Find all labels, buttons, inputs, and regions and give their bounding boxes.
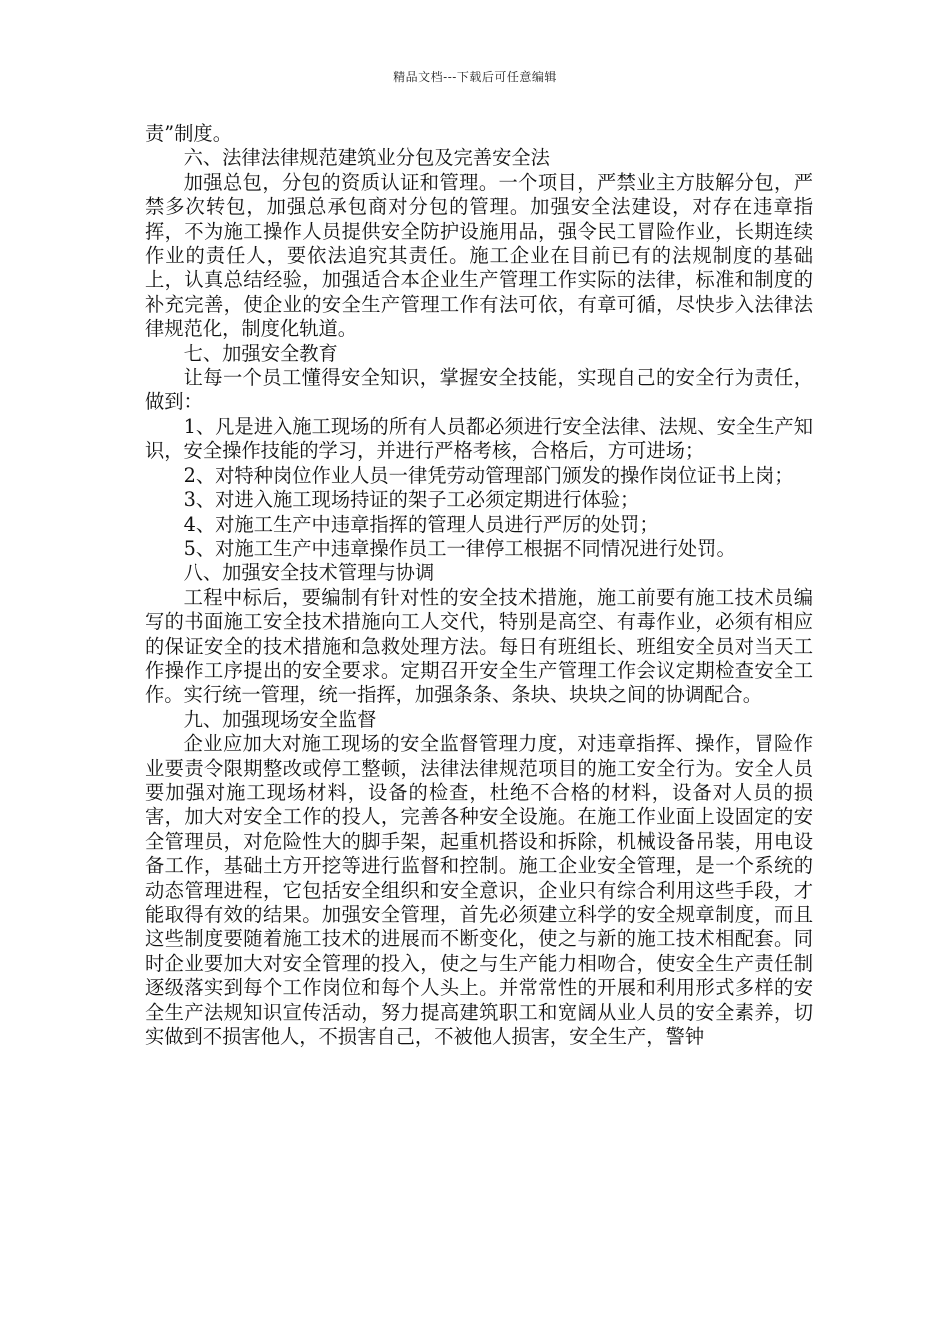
list-item-2: 2、对特种岗位作业人员一律凭劳动管理部门颁发的操作岗位证书上岗； [183, 463, 794, 487]
section-heading-7: 七、加强安全教育 [183, 341, 338, 365]
page-header: 精品文档---下载后可任意编辑 [393, 70, 557, 84]
section-heading-8: 八、加强安全技术管理与协调 [183, 561, 435, 585]
paragraph-site-supervision: 企业应加大对施工现场的安全监督管理力度，对违章指挥、操作，冒险作业要责令限期整改或停工整顿，法律法律规范项目的施工安全行为。安全人员要加强对施工现场材料，设备的检查，杜绝不合格的材料，设备对人员的损害，加大对安全工作的投人，完善各种安全设施。在施工作业面上设固定的安全管理员，对危险性大的脚手架，起重机搭设和拆除，机械设备吊装，用电设备工作，基础土方开挖等进行监督和控制。施工企业安全管理，是一个系统的动态管理进程，它包括安全组织和安全意识，企业只有综合利用这些手段，才能取得有效的结果。加强安全管理，首先必须建立科学的安全规章制度，而且这些制度要随着施工技术的进展而不断变化，使之与新的施工技术相配套。同时企业要加大对安全管理的投入，使之与生产能力相吻合，使安全生产责任制逐级落实到每个工作岗位和每个人头上。并常常性的开展和利用形式多样的安全生产法规知识宣传活动，努力提高建筑职工和宽阔从业人员的安全素养，切实做到不损害他人，不损害自己，不被他人损害，安全生产，警钟 [145, 732, 813, 1049]
section-heading-9: 九、加强现场安全监督 [183, 707, 377, 731]
paragraph-education-intro: 让每一个员工懂得安全知识，掌握安全技能，实现自己的安全行为责任，做到： [145, 366, 813, 414]
section-heading-6: 六、法律法律规范建筑业分包及完善安全法 [183, 146, 550, 170]
list-item-5: 5、对施工生产中违章操作员工一律停工根据不同情况进行处罚。 [183, 536, 736, 560]
paragraph-technical-management: 工程中标后，要编制有针对性的安全技术措施，施工前要有施工技术员编写的书面施工安全技术措施向工人交代，特别是高空、有毒作业，必须有相应的保证安全的技术措施和急救处理方法。每日有班组长、班组安全员对当天工作操作工序提出的安全要求。定期召开安全生产管理工作会议定期检查安全工作。实行统一管理，统一指挥，加强条条、条块、块块之间的协调配合。 [145, 585, 813, 707]
paragraph-subcontracting: 加强总包，分包的资质认证和管理。一个项目，严禁业主方肢解分包，严禁多次转包，加强总承包商对分包的管理。加强安全法建设，对存在违章指挥，不为施工操作人员提供安全防护设施用品，强令民工冒险作业，长期连续作业的责任人，要依法追究其责任。施工企业在目前已有的法规制度的基础上，认真总结经验，加强适合本企业生产管理工作实际的法律，标准和制度的补充完善，使企业的安全生产管理工作有法可依，有章可循，尽快步入法律法律规范化，制度化轨道。 [145, 170, 813, 341]
list-item-3: 3、对进入施工现场持证的架子工必须定期进行体验； [183, 488, 640, 512]
document-body [145, 122, 813, 1049]
list-item-4: 4、对施工生产中违章指挥的管理人员进行严厉的处罚； [183, 512, 659, 536]
list-item-1: 1、凡是进入施工现场的所有人员都必须进行安全法律、法规、安全生产知识，安全操作技能的学习，并进行严格考核，合格后，方可进场； [145, 414, 813, 463]
paragraph-continuation: 责”制度。 [145, 122, 232, 145]
